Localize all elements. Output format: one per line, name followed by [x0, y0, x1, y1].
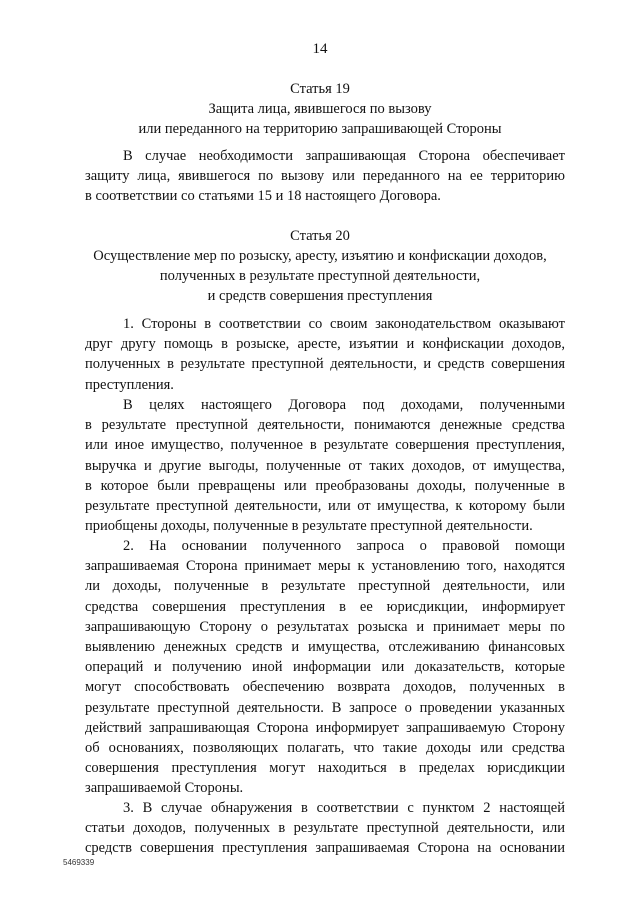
text-line: в которое были превращены или преобразованы доходы, полученные в — [85, 477, 565, 494]
text-line: в соответствии со статьями 15 и 18 настоящего Договора. — [85, 188, 441, 205]
text-line: В целях настоящего Договора под доходами, полученными — [123, 397, 565, 413]
article-heading: Статья 20 — [290, 228, 350, 244]
article-19-heading — [70, 79, 570, 139]
text-line: защиту лица, явившегося по вызову или переданного на ее территорию — [85, 168, 565, 185]
text-line: результате преступной деятельности. В запросе о проведении указанных — [85, 699, 565, 716]
text-line: В случае необходимости запрашивающая Сторона обеспечивает — [123, 148, 565, 164]
page-number: 14 — [312, 41, 328, 57]
article-20-paragraph-3 — [85, 798, 565, 859]
article-20-definition-paragraph — [85, 395, 565, 536]
text-line: запрашивающую Сторону о результатах розыска и принимает меры по — [85, 618, 565, 635]
article-20-paragraph-2 — [85, 536, 565, 799]
text-line: операций и получению иной информации или доказательств, которые — [85, 659, 565, 676]
article-heading: Статья 19 — [290, 81, 350, 97]
text-line: друг другу помощь в розыске, аресте, изъятии и конфискации доходов, — [85, 336, 565, 353]
text-line: выявлению денежных средств и имущества, отслеживанию финансовых — [85, 639, 565, 656]
article-19-paragraph — [85, 146, 565, 207]
document-code: 5469339 — [63, 858, 95, 867]
article-title-line: и средств совершения преступления — [207, 288, 433, 304]
text-line: могут способствовать обеспечению возврата доходов, полученных в — [85, 679, 565, 696]
text-line: ли доходы, полученные в результате преступной деятельности, или — [85, 578, 565, 595]
article-title-line: Осуществление мер по розыску, аресту, изъятию и конфискации доходов, — [93, 248, 547, 264]
article-20-heading — [70, 226, 570, 306]
text-line: действий запрашивающая Сторона информирует запрашиваемую Сторону — [85, 719, 565, 736]
text-line: 2. На основании полученного запроса о правовой помощи — [123, 538, 565, 554]
article-title-line: Защита лица, явившегося по вызову — [208, 101, 432, 117]
text-line: об основаниях, позволяющих полагать, что такие доходы или средства — [85, 740, 565, 757]
text-line: полученных в результате преступной деятельности, и средств совершения — [85, 356, 565, 373]
text-line: выручка и другие выгоды, полученные от таких доходов, от имущества, — [85, 457, 565, 474]
text-line: совершения преступления могут находиться в пределах юрисдикции — [85, 760, 565, 777]
text-line: или иное имущество, полученное в результате совершения преступления, — [85, 437, 565, 454]
text-line: средств совершения преступления запрашиваемая Сторона на основании — [85, 840, 565, 857]
article-title-line: или переданного на территорию запрашивающей Стороны — [138, 121, 502, 137]
text-line: статьи доходов, полученных в результате преступной деятельности, или — [85, 820, 565, 837]
text-line: запрашиваемая Сторона принимает меры к установлению того, находятся — [85, 558, 565, 575]
text-line: средства совершения преступления в ее юрисдикции, информирует — [85, 598, 565, 615]
text-line: 3. В случае обнаружения в соответствии с пунктом 2 настоящей — [123, 800, 565, 816]
text-line: запрашиваемой Стороны. — [85, 780, 244, 797]
text-line: в результате преступной деятельности, понимаются денежные средства — [85, 417, 565, 434]
article-20-paragraph-1 — [85, 314, 565, 395]
article-title-line: полученных в результате преступной деятельности, — [159, 268, 481, 284]
text-line: результате преступной деятельности, или от имущества, к которому были — [85, 498, 565, 515]
text-line: преступления. — [85, 376, 174, 393]
text-line: приобщены доходы, полученные в результате преступной деятельности. — [85, 518, 533, 535]
text-line: 1. Стороны в соответствии со своим законодательством оказывают — [123, 316, 565, 332]
